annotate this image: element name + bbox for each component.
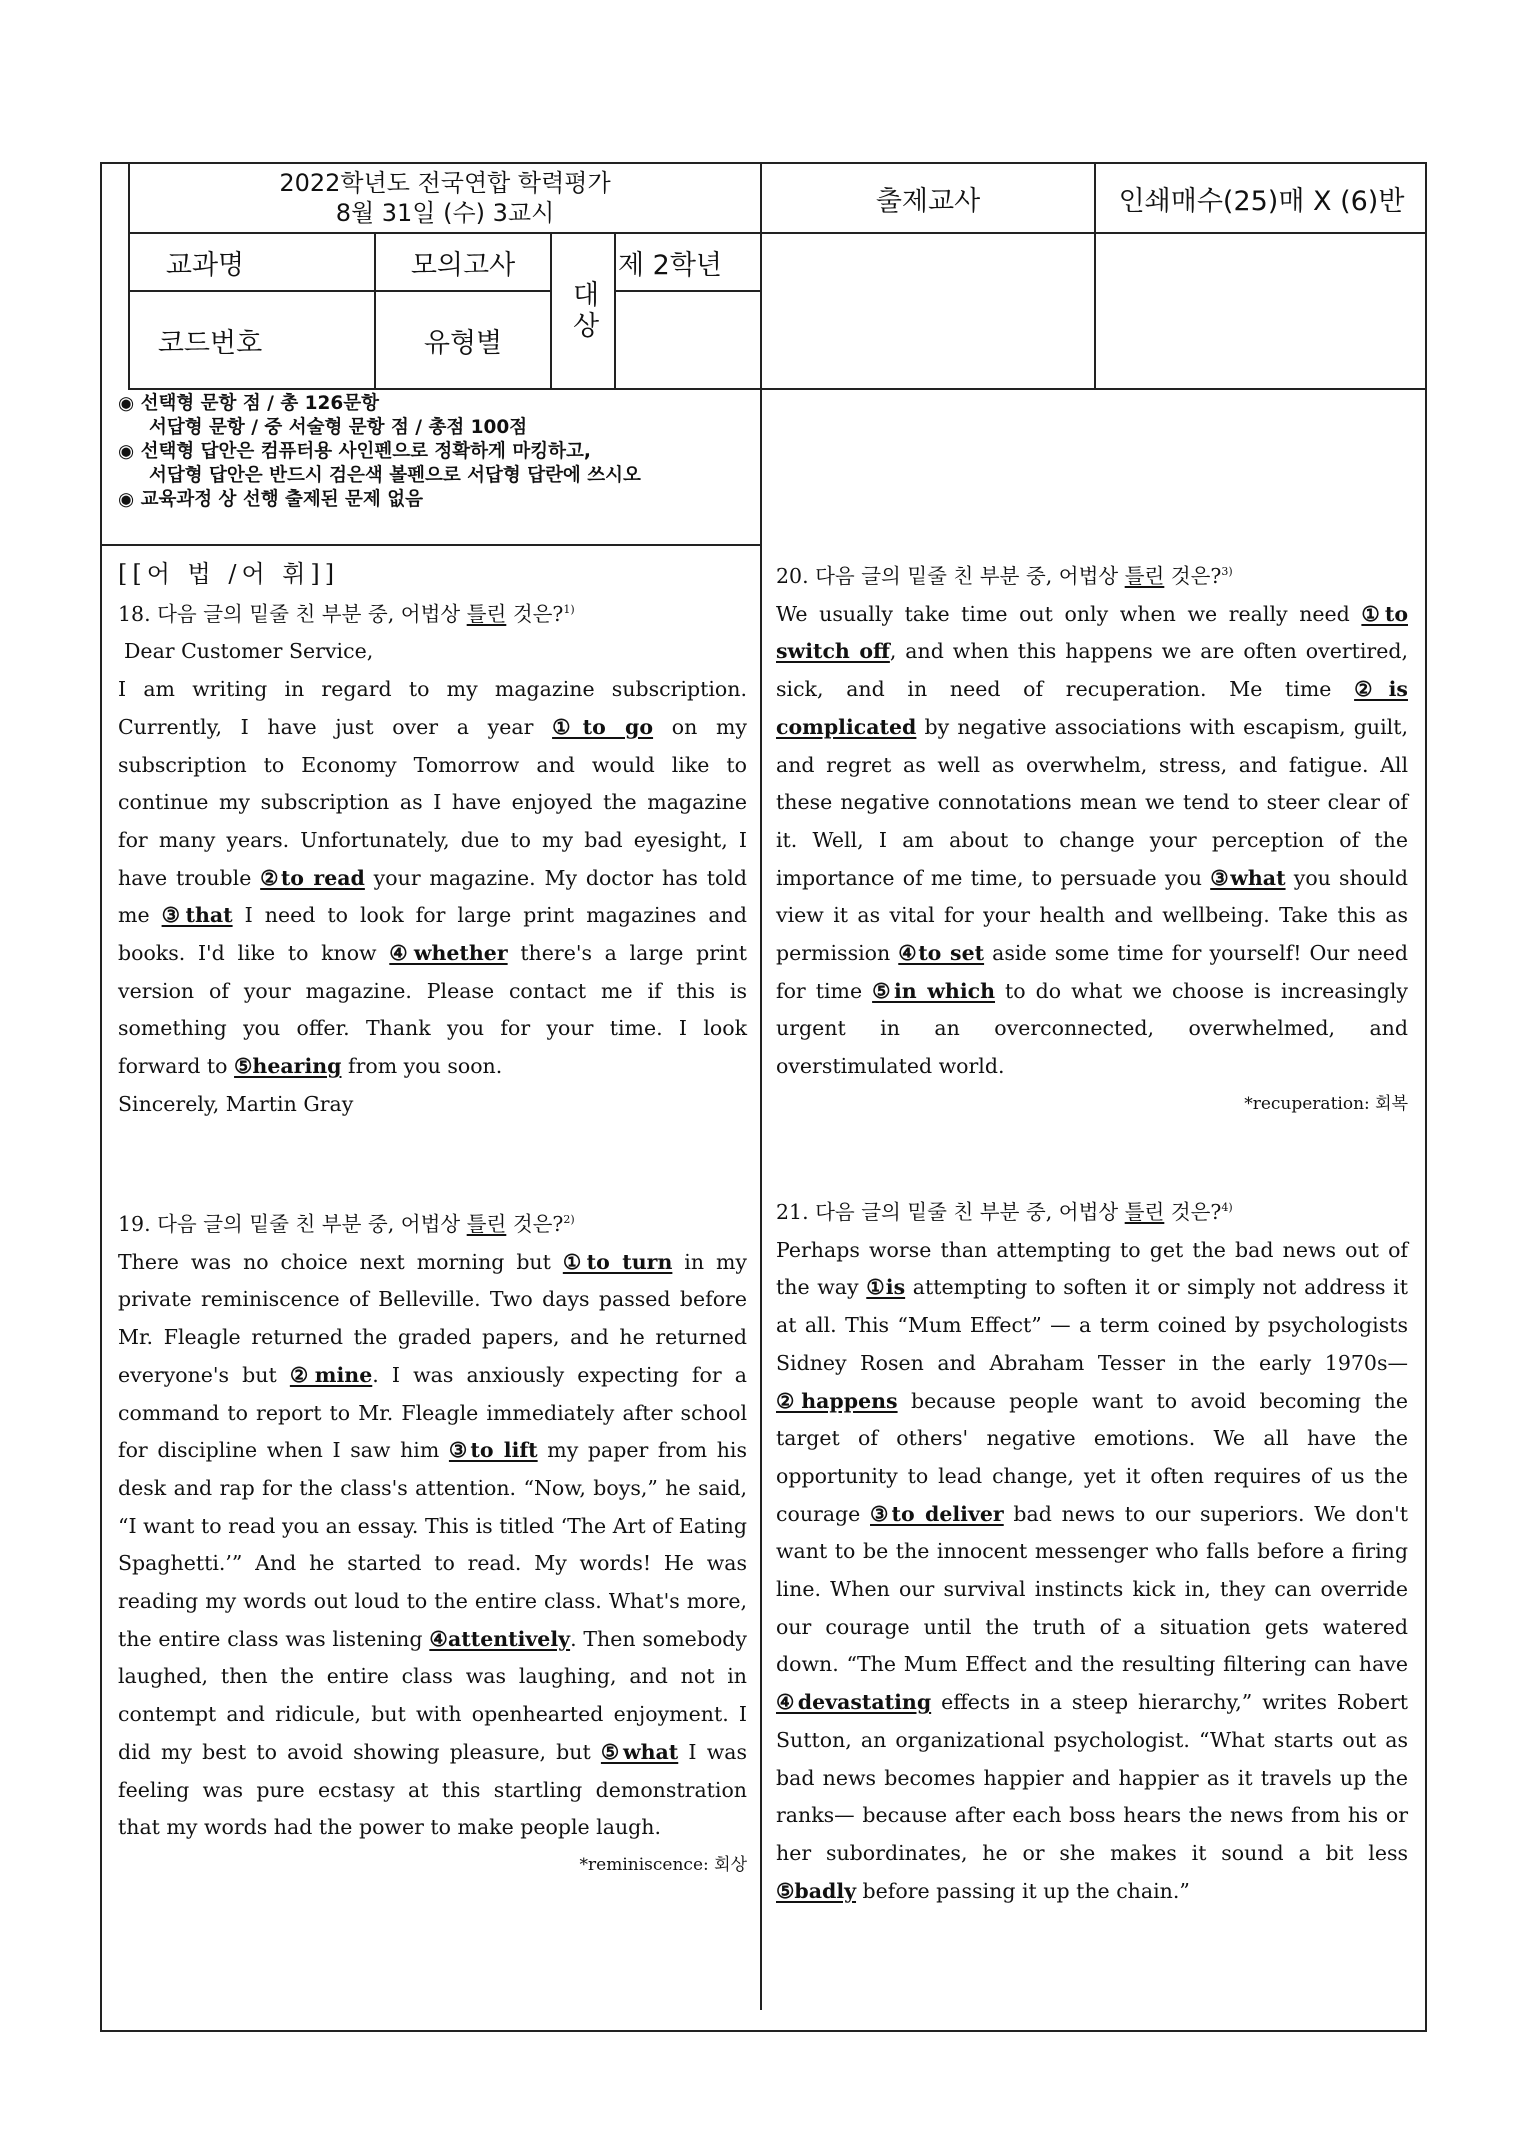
footnote-ref: 1): [563, 602, 575, 616]
text-span: 20. 다음 글의 밑줄 친 부분 중, 어법상: [776, 564, 1125, 588]
q21-heading: [776, 1194, 1408, 1232]
print-count: 인쇄매수(25)매 X (6)반: [1118, 185, 1405, 217]
q21-passage: [776, 1232, 1408, 1911]
text-span: 것은?: [1164, 564, 1222, 588]
grade-value: 제 2학년: [618, 249, 723, 281]
subject-value: 모의고사: [410, 249, 516, 281]
q18-choice-2: ②to read: [260, 865, 365, 890]
q19-passage: [118, 1244, 747, 1847]
text-span: effects in a steep hierarchy,” writes Robert Sutton, an organizational psychologist. “What starts out as bad news becomes happier and happier as it travels up the ranks— because after each boss hears the news from his or her subordinates, he or she makes it sound a bit less: [776, 1690, 1408, 1865]
target-label-text: 대상: [567, 280, 599, 342]
q18-choice-5: ⑤hearing: [234, 1054, 342, 1079]
q19-choice-3: ③to lift: [448, 1438, 538, 1463]
footnote-ref: 2): [563, 1213, 575, 1227]
type-label: 유형별: [423, 327, 503, 359]
text-span: 19. 다음 글의 밑줄 친 부분 중, 어법상: [118, 1212, 467, 1236]
subject-label: 교과명: [165, 249, 245, 281]
text-span: . I was anxiously expecting for a command to report to Mr. Fleagle immediately after school for discipline when I saw him: [118, 1362, 748, 1463]
q19-choice-1: ①to turn: [562, 1249, 673, 1274]
q18-heading: [118, 596, 747, 634]
q20-passage: [776, 596, 1408, 1086]
q18-closing: Sincerely, Martin Gray: [118, 1091, 354, 1116]
text-span: in my private reminiscence of Belleville. Two days passed before Mr. Fleagle returned the graded papers, and he returned everyone's but: [118, 1249, 748, 1387]
examiner-label: 출제교사: [875, 185, 981, 217]
text-span: bad news to our superiors. We don't want to be the innocent messenger who falls before a firing line. When our survival instincts kick in, they can override our courage until the truth of a situation gets watered down. “The Mum Effect and the resulting filtering can have: [776, 1501, 1408, 1677]
text-span: I am writing in regard to my magazine subscription. Currently, I have just over a year: [118, 677, 747, 739]
instr-line2: 서답형 문항 / 중 서술형 문항 점 / 총점 100점: [149, 417, 528, 438]
instr-line4: 서답형 답안은 반드시 검은색 볼펜으로 서답형 답란에 쓰시오: [149, 465, 641, 486]
q21-choice-4: ④devastating: [776, 1690, 932, 1715]
text-span: from you soon.: [341, 1054, 503, 1079]
text-span: you should view it as vital for your health and wellbeing. Take this as permission: [776, 865, 1408, 966]
q20-choice-2: ②is complicated: [776, 677, 1408, 739]
text-span: . Then somebody laughed, then the entire class was laughing, and not in contempt and ridicule, but with openhearted enjoyment. I did my best to avoid showing pleasure, but: [118, 1626, 747, 1764]
q20-choice-1: ①to switch off: [776, 601, 1408, 664]
q21-choice-5: ⑤badly: [776, 1878, 857, 1903]
q18-choice-3: ③that: [161, 903, 233, 928]
footnote-ref: 3): [1221, 565, 1233, 579]
instr-line1: ◉ 선택형 문항 점 / 총 126문항: [118, 393, 379, 414]
text-span: aside some time for yourself! Our need for time: [776, 941, 1408, 1003]
header-subrow-line-b: [614, 290, 760, 292]
text-span: , and when this happens we are often overtired, sick, and in need of recuperation. Me time: [776, 639, 1408, 702]
q21-choice-1: ①is: [866, 1275, 906, 1300]
text-span: by negative associations with escapism, guilt, and regret as well as overwhelm, stress, and fatigue. All these negative connotations mean we tend to steer clear of it. Well, I am about to change your perception of the importance of me time, to persuade you: [776, 714, 1408, 890]
instr-line5: ◉ 교육과정 상 선행 출제된 문제 없음: [118, 489, 423, 510]
instr-line3: ◉ 선택형 답안은 컴퓨터용 사인펜으로 정확하게 마킹하고,: [118, 441, 591, 462]
q20-choice-3: ③what: [1210, 865, 1286, 890]
text-span: 것은?: [1164, 1200, 1222, 1224]
text-span: because people want to avoid becoming the target of others' negative emotions. We all have the opportunity to lead change, yet it often requires of us the courage: [776, 1388, 1408, 1526]
header-row-line: [128, 232, 1427, 234]
right-column-q20: [776, 558, 1408, 1124]
exam-title-line1: 2022학년도 전국연합 학력평가: [279, 169, 611, 197]
header-bottom-line: [128, 388, 1427, 390]
text-span: 틀린: [466, 601, 507, 626]
q20-choice-5: ⑤in which: [872, 978, 996, 1003]
q19-choice-4: ④attentively: [429, 1626, 571, 1651]
q19-choice-5: ⑤what: [600, 1739, 679, 1764]
text-span: There was no choice next morning but: [118, 1249, 563, 1274]
instr-box-right: [760, 388, 762, 546]
footnote-ref: 4): [1221, 1201, 1233, 1215]
q19-footnote: *reminiscence: 회상: [579, 1854, 747, 1875]
text-span: 틀린: [1124, 1200, 1165, 1224]
text-span: 18. 다음 글의 밑줄 친 부분 중, 어법상: [118, 601, 467, 626]
text-span: Perhaps worse than attempting to get the bad news out of the way: [776, 1237, 1408, 1300]
text-span: 틀린: [1124, 564, 1165, 588]
text-span: to do what we choose is increasingly urgent in an overconnected, overwhelmed, and overstimulated world.: [776, 978, 1408, 1079]
text-span: I was feeling was pure ecstasy at this startling demonstration that my words had the power to make people laugh.: [118, 1739, 747, 1840]
q21-choice-2: ②happens: [776, 1388, 898, 1413]
q18-passage: [118, 671, 747, 1086]
q19-choice-2: ②mine: [289, 1362, 373, 1387]
target-label: [552, 234, 614, 388]
text-span: before passing it up the chain.”: [856, 1878, 1190, 1903]
text-span: 것은?: [506, 1212, 564, 1236]
text-span: my paper from his desk and rap for the class's attention. “Now, boys,” he said, “I want to read you an essay. This is titled ‘The Art of Eating Spaghetti.’” And he started to read. My words! He was reading my words out loud to the entire class. What's more, the entire class was listening: [118, 1438, 747, 1651]
left-column-q19: [118, 1206, 747, 1885]
text-span: attempting to soften it or simply not address it at all. This “Mum Effect” — a term coined by psychologists Sidney Rosen and Abraham Tesser in the early 1970s—: [776, 1275, 1408, 1375]
exam-title: [130, 164, 760, 232]
left-column: [118, 556, 747, 1124]
right-column-q21: [776, 1194, 1408, 1910]
q19-heading: [118, 1206, 747, 1244]
column-divider: [760, 546, 762, 2010]
text-span: I need to look for large print magazines and books. I'd like to know: [118, 903, 747, 966]
text-span: 21. 다음 글의 밑줄 친 부분 중, 어법상: [776, 1200, 1125, 1224]
section-title: [[어 법 /어 휘]]: [118, 560, 340, 588]
q18-salutation: Dear Customer Service,: [124, 639, 374, 664]
instructions: [118, 392, 641, 512]
text-span: 것은?: [506, 601, 564, 626]
text-span: 틀린: [466, 1212, 507, 1236]
q20-choice-4: ④to set: [898, 941, 985, 966]
text-span: there's a large print version of your magazine. Please contact me if this is something you offer. Thank you for your time. I look forward to: [118, 941, 747, 1079]
code-label: 코드번호: [157, 327, 263, 359]
exam-title-line2: 8월 31일 (수) 3교시: [335, 199, 555, 227]
q20-footnote: *recuperation: 회복: [1244, 1093, 1408, 1114]
q18-choice-4: ④whether: [389, 941, 508, 966]
q18-choice-1: ①to go: [552, 714, 654, 739]
text-span: on my subscription to Economy Tomorrow and would like to continue my subscription as I have enjoyed the magazine for many years. Unfortunately, due to my bad eyesight, I have trouble: [118, 714, 747, 890]
text-span: We usually take time out only when we really need: [776, 601, 1362, 626]
text-span: your magazine. My doctor has told me: [118, 865, 747, 928]
q20-heading: [776, 558, 1408, 596]
instr-box-bottom: [100, 544, 762, 546]
q21-choice-3: ③to deliver: [870, 1501, 1004, 1526]
